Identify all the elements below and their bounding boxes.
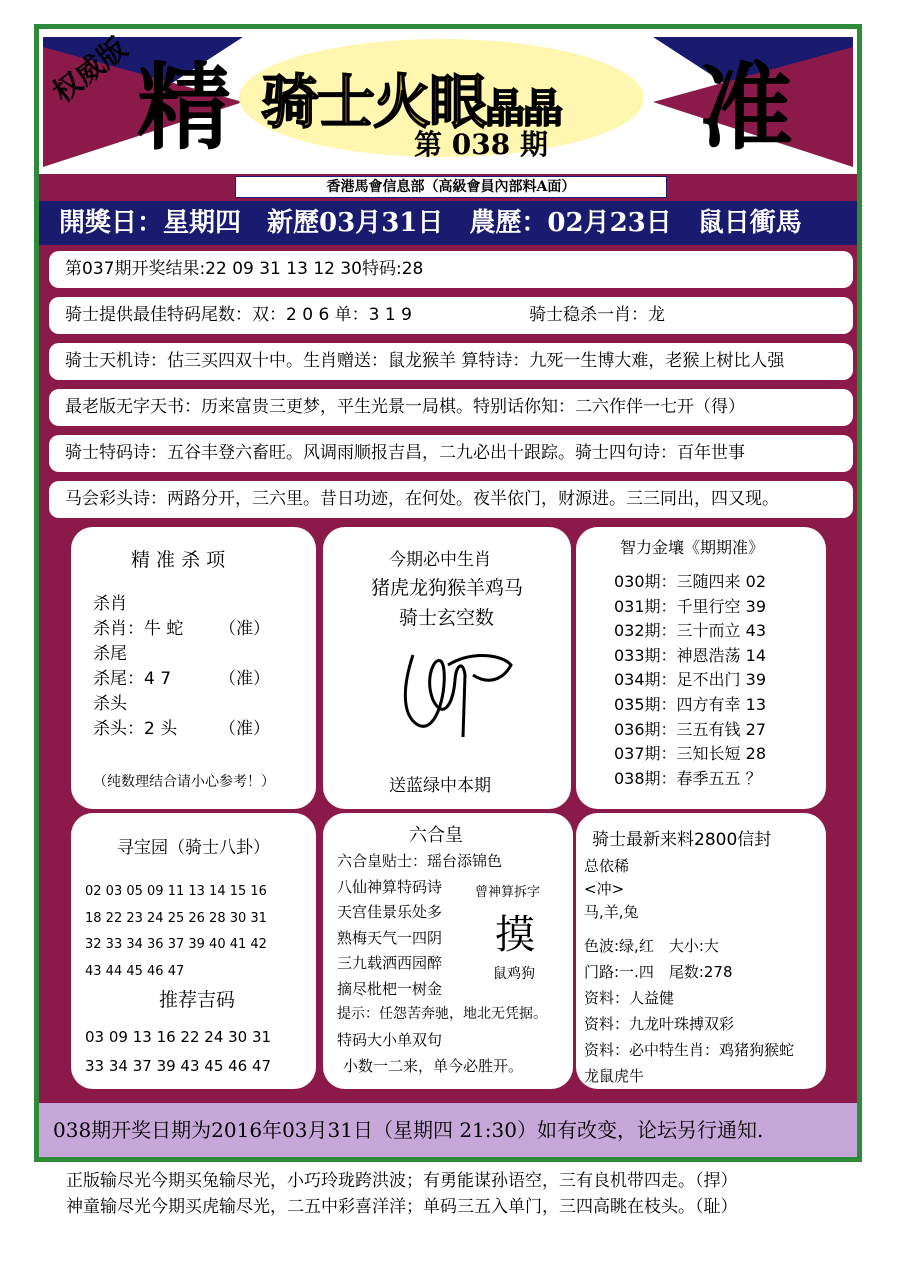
zodiac-line: 骑士玄空数 [399, 607, 495, 629]
latest-lines-a: 总依稀 <冲> 马,羊,兔 [584, 857, 639, 921]
kill-line: 杀尾：4 7 [93, 669, 172, 689]
wisdom-item: 036期：三五有钱 27 [614, 719, 766, 739]
info-row: 马会彩头诗：两路分开，三六里。昔日功迹，在何处。夜半依门，财源进。三三同出，四又现。 [49, 481, 853, 518]
solar-date: 新歷03月31日 [267, 208, 444, 238]
title-text: 骑士火眼 [261, 68, 486, 136]
kill-tag: （准） [219, 669, 270, 689]
treasure-title: 寻宝园（骑士八卦） [117, 838, 270, 858]
kill-items-box [71, 527, 316, 809]
poster-frame [34, 24, 862, 1162]
kill-zodiac-text: 骑士稳杀一肖：龙 [529, 305, 665, 325]
wisdom-item: 035期：四方有幸 13 [614, 695, 766, 714]
zodiac-box [323, 527, 571, 809]
latest-box [576, 813, 826, 1089]
kill-line: 杀尾 [93, 644, 127, 664]
liuhe-size-line: 特码大小单双句 [337, 1031, 443, 1049]
split-char: 摸 [495, 912, 535, 958]
zodiac-line: 今期必中生肖 [389, 550, 491, 570]
treasure-numbers: 02 03 05 09 11 13 14 15 16 18 22 23 24 25 26 28 30 31 32 33 34 36 37 39 40 41 42 43 44 45 46 47 [85, 884, 267, 979]
wisdom-item: 033期：神恩浩荡 14 [614, 645, 766, 665]
edition-label: 权威版 [46, 31, 134, 110]
info-row [49, 297, 853, 334]
title-small: 晶晶 [485, 85, 562, 132]
split-zodiac: 鼠鸡狗 [493, 966, 535, 982]
zodiac-bottom: 送蓝绿中本期 [389, 776, 491, 796]
kill-line: 杀头 [93, 694, 127, 714]
liuhe-hint: 提示：任怨苦奔驰，地北无凭据。 [337, 1006, 547, 1022]
wisdom-item: 032期：三十而立 43 [614, 621, 766, 641]
kill-line: 杀头：2 头 [93, 719, 178, 739]
kill-tag: （准） [219, 719, 270, 739]
latest-title: 骑士最新来料2800信封 [592, 830, 772, 850]
kill-line: 杀肖 [93, 594, 127, 614]
draw-date-bar [39, 201, 857, 245]
kill-note: （纯数理结合请小心参考！） [93, 774, 275, 790]
info-row: 骑士特码诗：五谷丰登六畜旺。风调雨顺报吉昌，二九必出十跟踪。骑士四句诗：百年世事 [49, 435, 853, 472]
wisdom-item: 031期：千里行空 39 [614, 596, 766, 616]
zodiac-clash: 鼠日衝馬 [697, 208, 802, 238]
liuhe-poem: 六合皇贴士：瑶台添锦色 八仙神算特码诗 天宫佳景乐处多 熟梅天气一四阴 三九载洒西园醉 摘尽枇杷一树金 [337, 852, 503, 998]
liuhe-box [323, 813, 573, 1089]
latest-lines-b: 色波:绿,红 大小:大 门路:一.四 尾数:278 资料：人益健 资料：九龙叶珠搏双彩 资料：必中特生肖：鸡猪狗猴蛇 龙鼠虎牛 [584, 937, 795, 1085]
scribble-icon [393, 645, 518, 740]
wisdom-item: 030期：三随四来 02 [614, 572, 766, 591]
kill-title: 精 准 杀 项 [131, 549, 226, 571]
wisdom-item: 038期：春季五五 ？ [614, 768, 762, 788]
treasure-box [71, 813, 316, 1089]
issue-number: 第 038 期 [414, 128, 548, 161]
wisdom-box [576, 527, 826, 809]
info-row: 最老版无字天书：历来富贵三更梦，平生光景一局棋。特别话你知：二六作伴一七开（得） [49, 389, 853, 426]
wisdom-item: 037期：三知长短 28 [614, 744, 766, 764]
footer-line: 神童输尽光今期买虎输尽光，二五中彩喜洋洋；单码三五入单门，三四高眺在枝头。（耻） [66, 1197, 738, 1217]
footer-line: 正版输尽光今期买兔输尽光，小巧玲珑跨洪波；有勇能谋孙语空，三有良机带四走。（捍） [66, 1171, 738, 1191]
info-row: 第037期开奖结果:22 09 31 13 12 30特码:28 [49, 251, 853, 288]
rec-title: 推荐吉码 [159, 989, 236, 1011]
info-row: 骑士天机诗：估三买四双十中。生肖赠送：鼠龙猴羊 算特诗：九死一生博大难，老猴上树比人强 [49, 343, 853, 380]
tail-number-text: 骑士提供最佳特码尾数：双：2 0 6 单：3 1 9 [65, 305, 412, 325]
wisdom-item: 034期：足不出门 39 [614, 670, 766, 690]
lunar-date: 農歷：02月23日 [469, 208, 672, 238]
kill-line: 杀肖：牛 蛇 [93, 619, 184, 639]
kill-tag: （准） [219, 619, 270, 639]
right-big-char: 准 [699, 53, 794, 163]
header [39, 29, 857, 174]
split-label: 曾神算拆字 [475, 885, 541, 900]
draw-notice-bar: 038期开奖日期为2016年03月31日（星期四 21:30）如有改变，论坛另行通知. [39, 1103, 857, 1157]
department-label: 香港馬會信息部（高級會員內部料A面） [235, 176, 667, 198]
wisdom-title: 智力金壤《期期准》 [620, 538, 765, 557]
zodiac-list: 猪虎龙狗猴羊鸡马 [371, 577, 524, 599]
liuhe-title: 六合皇 [409, 825, 463, 846]
liuhe-last-line: 小数一二来，单今必胜开。 [343, 1057, 524, 1075]
left-big-char: 精 [137, 53, 232, 163]
rec-numbers: 03 09 13 16 22 24 30 31 33 34 37 39 43 45 46 47 [85, 1028, 272, 1075]
draw-day: 開獎日：星期四 [59, 208, 242, 238]
